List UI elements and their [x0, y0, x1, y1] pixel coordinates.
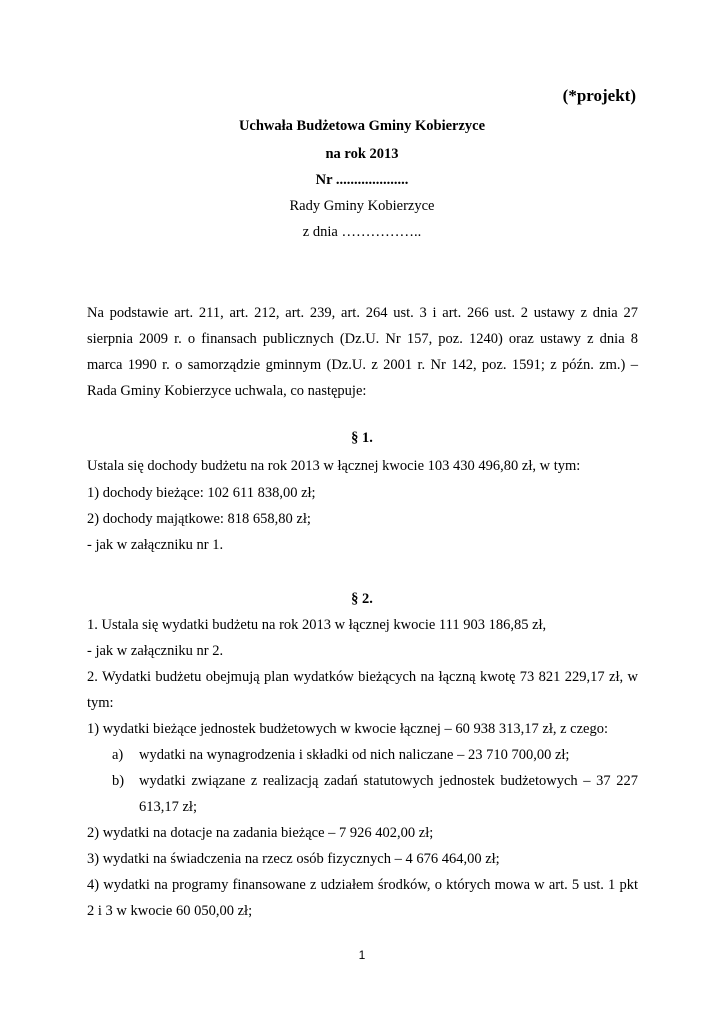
sub-item-text: wydatki na wynagrodzenia i składki od nich naliczane – 23 710 700,00 zł;: [139, 747, 570, 763]
title-line-3: Nr ....................: [315, 172, 409, 188]
sub-item-text: wydatki związane z realizacją zadań statutowych jednostek budżetowych – 37 227 613,17 zł;: [139, 773, 638, 815]
title-line-2: na rok 2013: [325, 146, 399, 162]
section-1-line: 1) dochody bieżące: 102 611 838,00 zł;: [87, 485, 316, 501]
section-1-line: 2) dochody majątkowe: 818 658,80 zł;: [87, 511, 311, 527]
section-2-line: 2) wydatki na dotacje na zadania bieżące – 7 926 402,00 zł;: [87, 825, 434, 841]
section-2-paragraph: 4) wydatki na programy finansowane z udziałem środków, o których mowa w art. 5 ust. 1 pkt 2 i 3 w kwocie 60 050,00 zł;: [87, 877, 638, 919]
sub-item-marker: a): [112, 747, 124, 763]
preamble-paragraph: Na podstawie art. 211, art. 212, art. 239, art. 264 ust. 3 i art. 266 ust. 2 ustawy z dnia 27 sierpnia 2009 r. o finansach publicznych (Dz.U. Nr 157, poz. 1240) oraz ustawy z dnia 8 marca 1990 r. o samorządzie gminnym (Dz.U. z 2001 r. Nr 142, poz. 1591; z późn. zm.) – Rada Gminy Kobierzyce uchwala, co następuje:: [87, 305, 638, 399]
section-1-line: - jak w załączniku nr 1.: [87, 537, 224, 553]
page-number: 1: [358, 948, 366, 962]
section-2-paragraph: 2. Wydatki budżetu obejmują plan wydatków bieżących na łączną kwotę 73 821 229,17 zł, w tym:: [87, 669, 638, 711]
section-2-line: 1) wydatki bieżące jednostek budżetowych w kwocie łącznej – 60 938 313,17 zł, z czego:: [87, 721, 609, 737]
title-line-4: Rady Gminy Kobierzyce: [289, 198, 435, 214]
title-line-1: Uchwała Budżetowa Gminy Kobierzyce: [238, 118, 486, 134]
section-2-line: 3) wydatki na świadczenia na rzecz osób fizycznych – 4 676 464,00 zł;: [87, 851, 500, 867]
draft-marker: (*projekt): [562, 86, 636, 105]
sub-item-marker: b): [112, 773, 125, 789]
section-1-line: Ustala się dochody budżetu na rok 2013 w łącznej kwocie 103 430 496,80 zł, w tym:: [87, 458, 581, 474]
section-2-line: 1. Ustala się wydatki budżetu na rok 2013 w łącznej kwocie 111 903 186,85 zł,: [87, 617, 547, 633]
section-2-heading: § 2.: [351, 591, 373, 607]
section-2-line: - jak w załączniku nr 2.: [87, 643, 224, 659]
title-line-5: z dnia ……………..: [302, 224, 422, 240]
section-1-heading: § 1.: [351, 430, 373, 446]
